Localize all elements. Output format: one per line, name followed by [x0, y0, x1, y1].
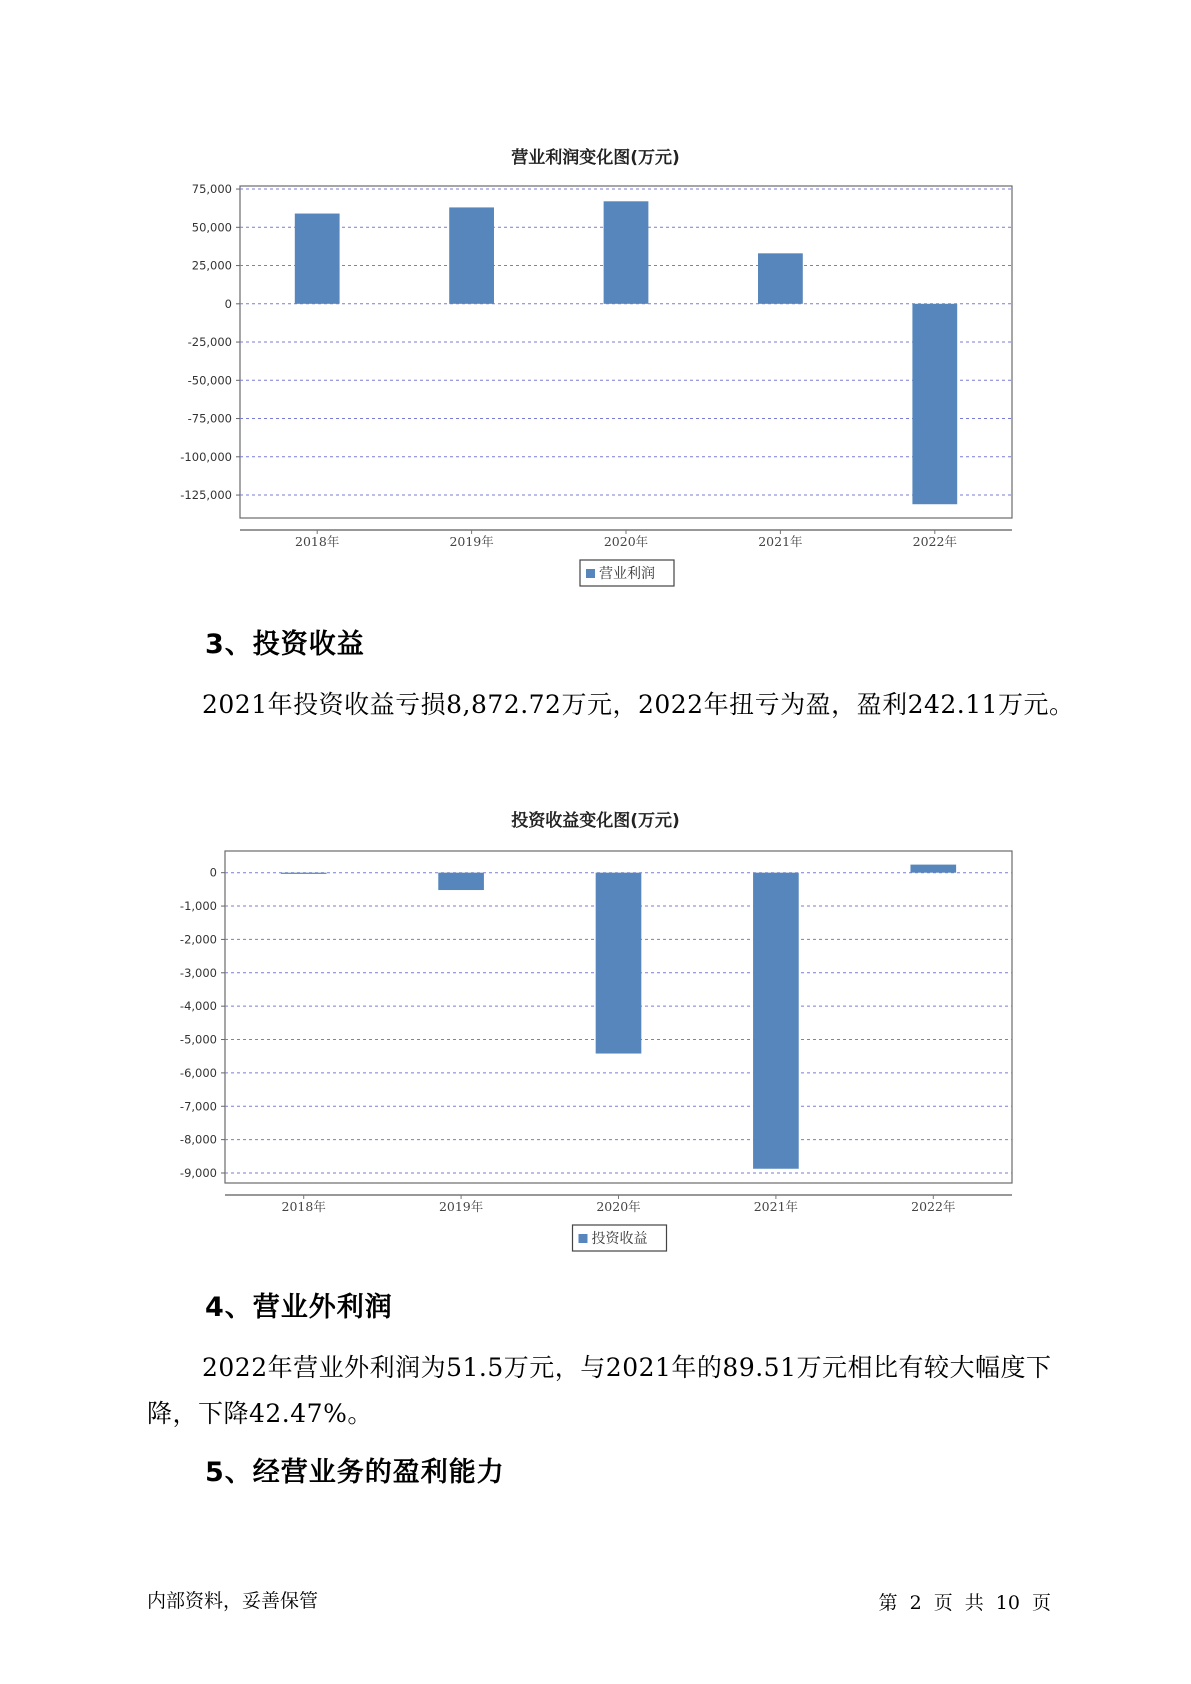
bar: [281, 873, 327, 874]
y-tick-label: -6,000: [179, 1065, 217, 1080]
y-tick-label: -75,000: [187, 411, 232, 426]
chart-title: 投资收益变化图(万元): [511, 811, 680, 831]
x-tick-label: 2021年: [758, 534, 803, 549]
x-tick-label: 2022年: [911, 1199, 956, 1214]
x-tick-label: 2020年: [596, 1199, 641, 1214]
bar: [438, 873, 484, 890]
x-tick-label: 2022年: [912, 534, 957, 549]
bar: [596, 873, 642, 1054]
nonoperating-paragraph: 2022年营业外利润为51.5万元，与2021年的89.51万元相比有较大幅度下降，下降42.47%。: [147, 1353, 1052, 1428]
y-tick-label: -5,000: [179, 1032, 217, 1047]
section-heading-profitability: 5、经营业务的盈利能力: [205, 1457, 505, 1488]
y-tick-label: -2,000: [179, 932, 217, 947]
y-tick-label: -3,000: [179, 965, 217, 980]
y-tick-label: -100,000: [180, 449, 232, 464]
legend-swatch: [579, 1234, 588, 1243]
footer-confidential: 内部资料，妥善保管: [147, 1590, 319, 1612]
y-tick-label: -50,000: [187, 373, 232, 388]
chart-title: 营业利润变化图(万元): [511, 148, 680, 168]
y-tick-label: 0: [224, 296, 232, 311]
y-tick-label: 25,000: [191, 258, 232, 273]
bar: [910, 865, 956, 873]
y-tick-label: -25,000: [187, 335, 232, 350]
y-tick-label: -7,000: [179, 1099, 217, 1114]
legend-label: 营业利润: [599, 566, 655, 582]
y-tick-label: 0: [209, 865, 217, 880]
x-tick-label: 2018年: [281, 1199, 326, 1214]
section-heading-nonoperating: 4、营业外利润: [205, 1292, 393, 1323]
y-tick-label: -4,000: [179, 999, 217, 1014]
y-tick-label: -9,000: [179, 1165, 217, 1180]
bar: [753, 873, 799, 1169]
y-tick-label: -1,000: [179, 899, 217, 914]
y-tick-label: 75,000: [191, 182, 232, 197]
section-heading-investment: 3、投资收益: [205, 629, 365, 660]
x-tick-label: 2019年: [449, 534, 494, 549]
x-tick-label: 2018年: [295, 534, 340, 549]
investment-paragraph: 2021年投资收益亏损8,872.72万元，2022年扭亏为盈，盈利242.11万元。: [202, 690, 1075, 719]
y-tick-label: -125,000: [180, 488, 232, 503]
y-tick-label: 50,000: [191, 220, 232, 235]
x-tick-label: 2021年: [753, 1199, 799, 1214]
x-tick-label: 2019年: [438, 1199, 484, 1214]
legend-label: 投资收益: [591, 1231, 648, 1247]
x-tick-label: 2020年: [603, 534, 649, 549]
footer-page-number: 第 2 页 共 10 页: [878, 1592, 1051, 1614]
y-tick-label: -8,000: [179, 1132, 217, 1147]
